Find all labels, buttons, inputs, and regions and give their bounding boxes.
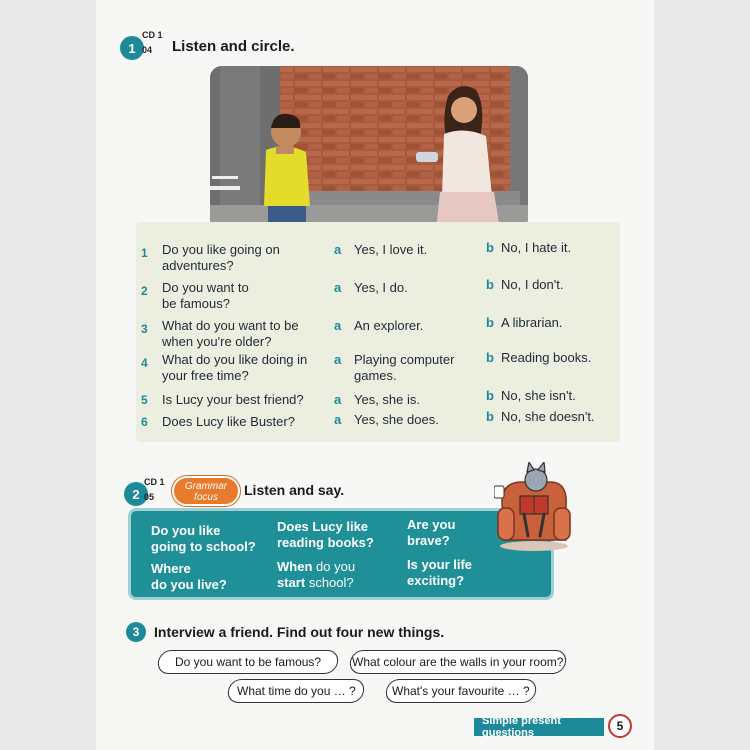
- option-b-label[interactable]: b: [486, 277, 494, 292]
- exercise-1-badge: 1: [120, 36, 144, 60]
- grammar-example: [151, 561, 227, 593]
- option-a-label[interactable]: a: [334, 392, 342, 407]
- option-a-text[interactable]: Yes, she is.: [354, 392, 421, 407]
- prompt-text: What's your favourite … ?: [392, 684, 530, 698]
- question-text: Do you want to be famous?: [162, 280, 249, 311]
- exercise-3-badge: 3: [126, 622, 146, 642]
- exercise-2-badge: 2: [124, 482, 148, 506]
- question-number: 2: [141, 284, 148, 298]
- grammar-line: exciting?: [407, 573, 465, 588]
- grammar-focus-line2: focus: [194, 492, 218, 503]
- grammar-line: do you live?: [151, 577, 227, 592]
- section-footer: Simple present questions: [474, 718, 604, 736]
- question-number: 1: [141, 246, 148, 260]
- grammar-focus-panel: [128, 508, 554, 600]
- prompt-bubble: [226, 679, 365, 703]
- cat-reading-illustration: [494, 462, 574, 552]
- exercise-3-title: Interview a friend. Find out four new things.: [154, 624, 445, 640]
- grammar-example: [151, 523, 256, 555]
- scene-illustration: [210, 66, 528, 230]
- prompt-text: Do you want to be famous?: [174, 655, 322, 669]
- grammar-line: Where: [151, 561, 191, 576]
- question-number: 6: [141, 415, 148, 429]
- question-text: Is Lucy your best friend?: [162, 392, 304, 407]
- grammar-example: [277, 519, 374, 551]
- prompt-bubble: [348, 650, 567, 674]
- cd-label: CD 1: [142, 30, 163, 40]
- track-number: 05: [144, 492, 155, 502]
- option-b-text[interactable]: No, I don't.: [501, 277, 564, 292]
- grammar-line: Does Lucy like: [277, 519, 369, 534]
- grammar-plain-words: do you: [316, 559, 356, 574]
- option-a-text[interactable]: Playing computer games.: [354, 352, 455, 383]
- prompt-bubble: [384, 679, 537, 703]
- option-b-label[interactable]: b: [486, 409, 494, 424]
- question-text: Do you like going on adventures?: [162, 242, 280, 273]
- question-text: What do you want to be when you're older?: [162, 318, 299, 349]
- option-b-text[interactable]: No, she doesn't.: [501, 409, 595, 424]
- grammar-example: [277, 559, 355, 591]
- grammar-focus-line1: Grammar: [184, 481, 228, 492]
- grammar-line: [277, 575, 355, 591]
- page-number: 5: [608, 714, 632, 738]
- question-text: Does Lucy like Buster?: [162, 414, 295, 429]
- track-number: 04: [142, 45, 153, 55]
- grammar-line: brave?: [407, 533, 450, 548]
- questions-panel: [136, 222, 620, 442]
- question-text: What do you like doing in your free time?: [162, 352, 308, 383]
- option-b-text[interactable]: No, she isn't.: [501, 388, 576, 403]
- grammar-focus-badge: [172, 476, 240, 506]
- option-b-label[interactable]: b: [486, 388, 494, 403]
- option-a-text[interactable]: An explorer.: [354, 318, 424, 333]
- option-b-label[interactable]: b: [486, 350, 494, 365]
- option-b-text[interactable]: No, I hate it.: [501, 240, 572, 255]
- grammar-line: [277, 559, 355, 575]
- grammar-example: [407, 557, 472, 589]
- prompt-text: What colour are the walls in your room?: [352, 655, 564, 669]
- question-number: 5: [141, 393, 148, 407]
- grammar-bold-word: start: [277, 575, 306, 590]
- textbook-page: [96, 0, 654, 750]
- question-number: 4: [141, 356, 148, 370]
- grammar-plain-words: school?: [308, 575, 354, 590]
- cd-label: CD 1: [144, 477, 165, 487]
- exercise-1-cd-tag: [142, 31, 163, 55]
- option-a-label[interactable]: a: [334, 412, 342, 427]
- exercise-2-title: Listen and say.: [244, 482, 345, 498]
- grammar-example: [407, 517, 455, 549]
- option-b-label[interactable]: b: [486, 240, 494, 255]
- option-b-text[interactable]: Reading books.: [501, 350, 592, 365]
- grammar-bold-word: When: [277, 559, 313, 574]
- prompt-text: What time do you … ?: [236, 684, 356, 698]
- option-a-label[interactable]: a: [334, 280, 342, 295]
- prompt-bubble: [156, 650, 339, 674]
- grammar-line: going to school?: [151, 539, 256, 554]
- option-a-text[interactable]: Yes, I love it.: [354, 242, 428, 257]
- grammar-line: Do you like: [151, 523, 221, 538]
- grammar-line: Is your life: [407, 557, 473, 572]
- question-number: 3: [141, 322, 148, 336]
- option-a-text[interactable]: Yes, she does.: [354, 412, 439, 427]
- grammar-line: reading books?: [277, 535, 374, 550]
- option-a-text[interactable]: Yes, I do.: [354, 280, 408, 295]
- option-b-label[interactable]: b: [486, 315, 494, 330]
- grammar-line: Are you: [407, 517, 456, 532]
- option-a-label[interactable]: a: [334, 242, 342, 257]
- exercise-1-title: Listen and circle.: [172, 38, 295, 55]
- exercise-2-cd-tag: [144, 478, 165, 502]
- option-a-label[interactable]: a: [334, 318, 342, 333]
- option-b-text[interactable]: A librarian.: [501, 315, 563, 330]
- option-a-label[interactable]: a: [334, 352, 342, 367]
